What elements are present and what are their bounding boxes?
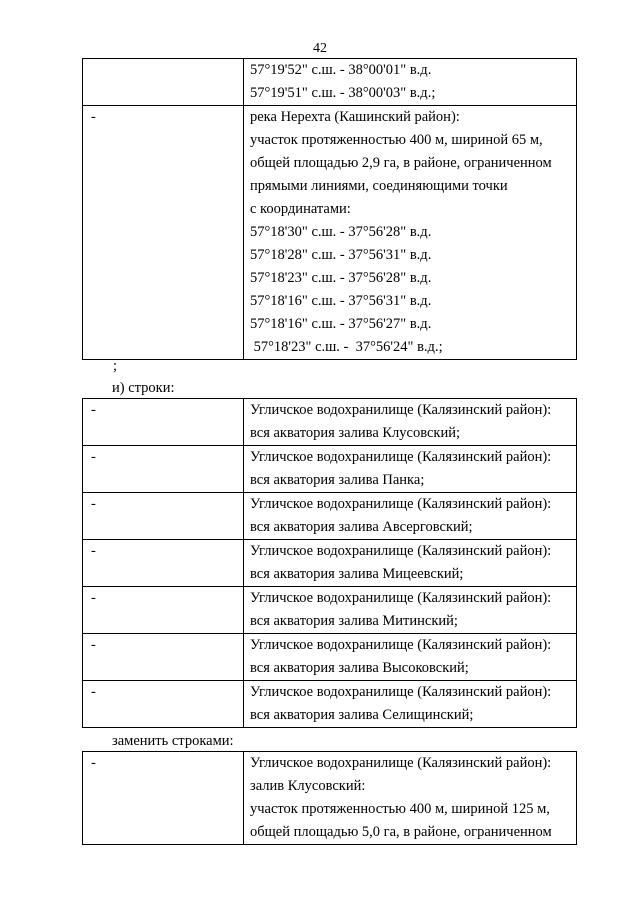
content-cell: Угличское водохранилище (Калязинский район): вся акватория залива Селищинский; xyxy=(244,681,577,728)
content-cell: Угличское водохранилище (Калязинский район): вся акватория залива Митинский; xyxy=(244,587,577,634)
table-row xyxy=(83,540,577,587)
coordinate-line: 57°18'23" с.ш. - 37°56'24" в.д.; xyxy=(250,339,443,355)
table-row xyxy=(83,399,577,446)
coordinate-line: 57°19'52" с.ш. - 38°00'01" в.д. xyxy=(250,62,432,78)
coordinate-line: 57°18'30" с.ш. - 37°56'28" в.д. xyxy=(250,224,432,240)
marker-cell: - xyxy=(83,634,244,681)
row-line: прямыми линиями, соединяющими точки xyxy=(250,178,508,194)
replacement-table xyxy=(82,751,577,845)
semicolon-text: ; xyxy=(113,358,118,374)
marker-cell: - xyxy=(83,106,244,360)
table-row xyxy=(83,446,577,493)
table-row xyxy=(83,681,577,728)
coordinate-line: 57°18'16" с.ш. - 37°56'27" в.д. xyxy=(250,316,432,332)
content-cell: Угличское водохранилище (Калязинский район): вся акватория залива Мицеевский; xyxy=(244,540,577,587)
table-row xyxy=(83,493,577,540)
section-i-heading: и) строки: xyxy=(112,380,175,396)
content-cell xyxy=(244,59,577,106)
coordinate-line: 57°18'16" с.ш. - 37°56'31" в.д. xyxy=(250,293,432,309)
table-row xyxy=(83,634,577,681)
row-line: общей площадью 2,9 га, в районе, ограниченном xyxy=(250,155,552,171)
replace-heading: заменить строками: xyxy=(112,733,234,749)
content-cell xyxy=(244,106,577,360)
coordinate-line: 57°19'51" с.ш. - 38°00'03" в.д.; xyxy=(250,85,436,101)
coordinate-line: 57°18'23" с.ш. - 37°56'28" в.д. xyxy=(250,270,432,286)
marker-cell: - xyxy=(83,446,244,493)
marker-cell: - xyxy=(83,752,244,845)
content-cell: Угличское водохранилище (Калязинский район): залив Клусовский: участок протяженностью 400 м, шириной 125 м, общей площадью 5,0 га, в районе, ограниченном xyxy=(244,752,577,845)
row-line: участок протяженностью 400 м, шириной 65 м, xyxy=(250,132,543,148)
content-cell: Угличское водохранилище (Калязинский район): вся акватория залива Авсерговский; xyxy=(244,493,577,540)
table-row xyxy=(83,106,577,360)
table-row xyxy=(83,752,577,845)
row-line: с координатами: xyxy=(250,201,351,217)
content-cell: Угличское водохранилище (Калязинский район): вся акватория залива Высоковский; xyxy=(244,634,577,681)
page-number: 42 xyxy=(313,41,327,56)
bays-table xyxy=(82,398,577,728)
coordinates-table xyxy=(82,58,577,360)
table-row xyxy=(83,587,577,634)
marker-cell: - xyxy=(83,587,244,634)
row-line: река Нерехта (Кашинский район): xyxy=(250,109,460,125)
marker-cell: - xyxy=(83,540,244,587)
coordinate-line: 57°18'28" с.ш. - 37°56'31" в.д. xyxy=(250,247,432,263)
content-cell: Угличское водохранилище (Калязинский район): вся акватория залива Клусовский; xyxy=(244,399,577,446)
marker-cell: - xyxy=(83,681,244,728)
table-row xyxy=(83,59,577,106)
marker-cell: - xyxy=(83,493,244,540)
marker-cell: - xyxy=(83,399,244,446)
content-cell: Угличское водохранилище (Калязинский район): вся акватория залива Панка; xyxy=(244,446,577,493)
marker-cell xyxy=(83,59,244,106)
